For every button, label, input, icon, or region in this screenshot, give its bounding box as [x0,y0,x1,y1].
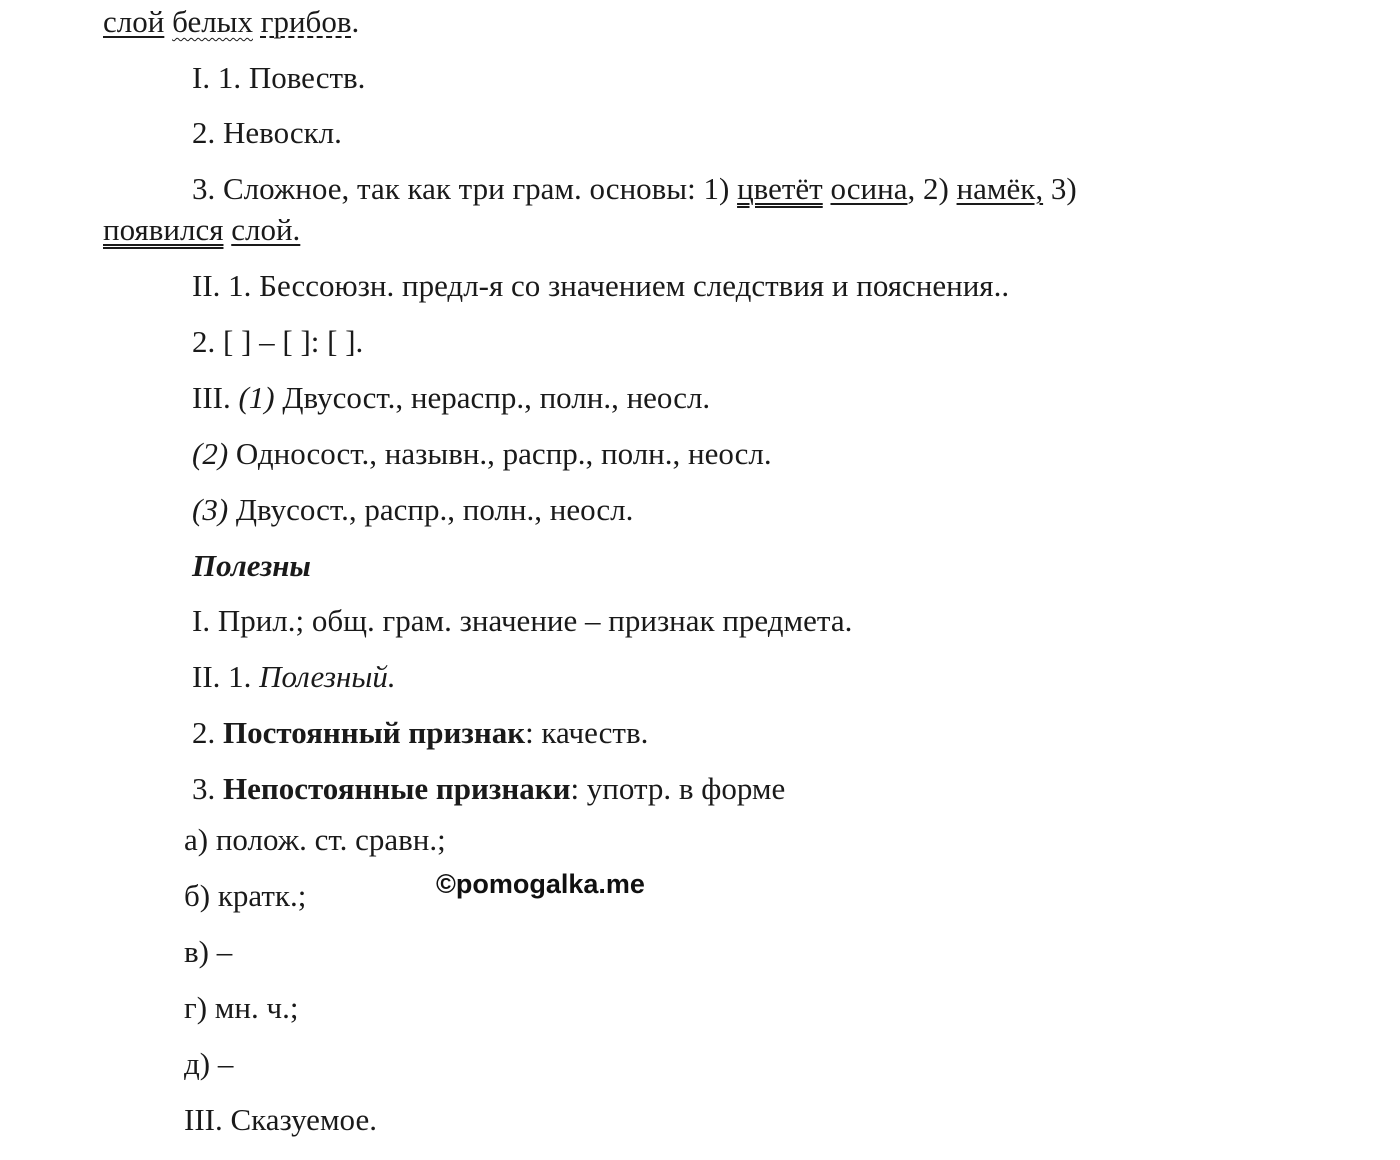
word-heading: Полезны [192,548,311,583]
feature-v: в) – [184,934,233,969]
part2-item2-scheme: 2. [ ] – [ ]: [ ]. [192,324,364,359]
subject-word: слой [103,4,165,39]
feature-g: г) мн. ч.; [184,990,299,1025]
morph-part2-item2: 2. Постоянный признак: качеств. [192,715,649,750]
predicate-word: цветёт [737,171,823,206]
feature-b: б) кратк.; [184,878,307,913]
watermark: ©pomogalka.me [436,869,645,899]
subject-word: осина [830,171,908,206]
morph-part2-item1: II. 1. Полезный. [192,659,396,694]
morph-part3: III. Сказуемое. [184,1102,377,1137]
part1-item1: I. 1. Повеств. [192,60,366,95]
sentence-fragment-line: слой белых грибов. [103,4,360,39]
complement-word: грибов [260,4,352,39]
part3-item3: (3) Двусост., распр., полн., неосл. [192,492,634,527]
attribute-word: белых [172,4,253,39]
part3-item2: (2) Односост., назывн., распр., полн., неосл. [192,436,772,471]
morph-part1: I. Прил.; общ. грам. значение – признак предмета. [192,603,853,638]
feature-d: д) – [184,1046,234,1081]
part1-item2: 2. Невоскл. [192,115,342,150]
part1-item3-continuation [103,212,300,248]
subject-word: намёк, [956,171,1044,206]
predicate-word: появился [103,212,224,247]
part3-item1: III. (1) Двусост., нераспр., полн., неосл. [192,380,711,415]
part2-item1: II. 1. Бессоюзн. предл-я со значением следствия и пояснения.. [192,268,1010,303]
part1-item3: 3. Сложное, так как три грам. основы: 1) цветёт осина, 2) намёк, 3) [192,171,1077,206]
feature-a: а) полож. ст. сравн.; [184,822,446,857]
morph-part2-item3: 3. Непостоянные признаки: употр. в форме [192,771,786,806]
subject-word: слой. [231,212,301,247]
